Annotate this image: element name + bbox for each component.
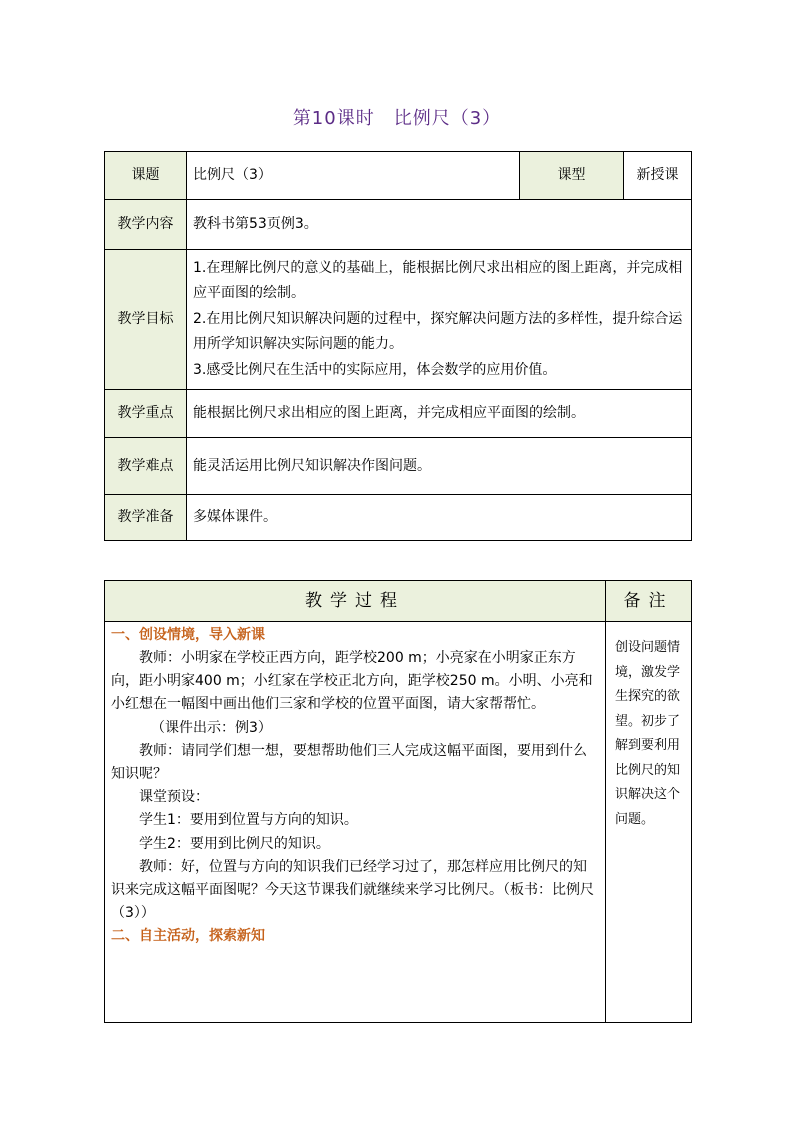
objective-item: 2.在用比例尺知识解决问题的过程中，探究解决问题方法的多样性，提升综合运用所学知识解决实际问题的能力。 xyxy=(193,310,683,353)
type-label: 课型 xyxy=(520,152,624,200)
type-value: 新授课 xyxy=(624,152,692,200)
objective-item: 3.感受比例尺在生活中的实际应用，体会数学的应用价值。 xyxy=(193,361,557,378)
key-point-label: 教学重点 xyxy=(105,390,187,438)
objectives-list xyxy=(187,250,692,390)
section-heading: 二、自主活动，探索新知 xyxy=(111,928,265,945)
content-label: 教学内容 xyxy=(105,200,187,250)
process-content xyxy=(105,622,606,1023)
difficulty-label: 教学难点 xyxy=(105,438,187,495)
process-header: 教学过程 xyxy=(105,581,606,622)
paragraph: 教师：好，位置与方向的知识我们已经学习过了，那怎样应用比例尺的知识来完成这幅平面图呢？今天这节课我们就继续来学习比例尺。（板书：比例尺（3）） xyxy=(111,858,594,922)
content-value: 教科书第53页例3。 xyxy=(187,200,692,250)
objectives-label: 教学目标 xyxy=(105,250,187,390)
topic-value: 比例尺（3） xyxy=(187,152,520,200)
paragraph: 教师：请同学们想一想，要想帮助他们三人完成这幅平面图，要用到什么知识呢？ xyxy=(111,742,587,783)
notes-header: 备注 xyxy=(606,581,692,622)
paragraph: 学生1：要用到位置与方向的知识。 xyxy=(139,812,358,829)
section-heading: 一、创设情境，导入新课 xyxy=(111,627,265,643)
preparation-value: 多媒体课件。 xyxy=(187,495,692,541)
paragraph: 课堂预设： xyxy=(139,789,209,806)
paragraph: 教师：小明家在学校正西方向，距学校200 m；小亮家在小明家正东方向，距小明家400 m；小红家在学校正北方向，距学校250 m。小明、小亮和小红想在一幅图中画出他们三家和学校的位置平面图，请大家帮帮忙。 xyxy=(111,650,593,713)
key-point-value: 能根据比例尺求出相应的图上距离，并完成相应平面图的绘制。 xyxy=(187,390,692,438)
preparation-label: 教学准备 xyxy=(105,495,187,541)
note-content: 创设问题情境，激发学生探究的欲望。初步了解到要利用比例尺的知识解决这个问题。 xyxy=(606,622,692,1023)
difficulty-value: 能灵活运用比例尺知识解决作图问题。 xyxy=(187,438,692,495)
objective-item: 1.在理解比例尺的意义的基础上，能根据比例尺求出相应的图上距离，并完成相应平面图的绘制。 xyxy=(193,259,683,302)
page-title: 第10课时 比例尺（3） xyxy=(292,108,502,129)
topic-label: 课题 xyxy=(105,152,187,200)
lesson-info-table xyxy=(104,151,692,541)
teaching-process-table xyxy=(104,580,692,1023)
paragraph: 学生2：要用到比例尺的知识。 xyxy=(139,835,330,852)
paragraph: （课件出示：例3） xyxy=(151,719,272,736)
